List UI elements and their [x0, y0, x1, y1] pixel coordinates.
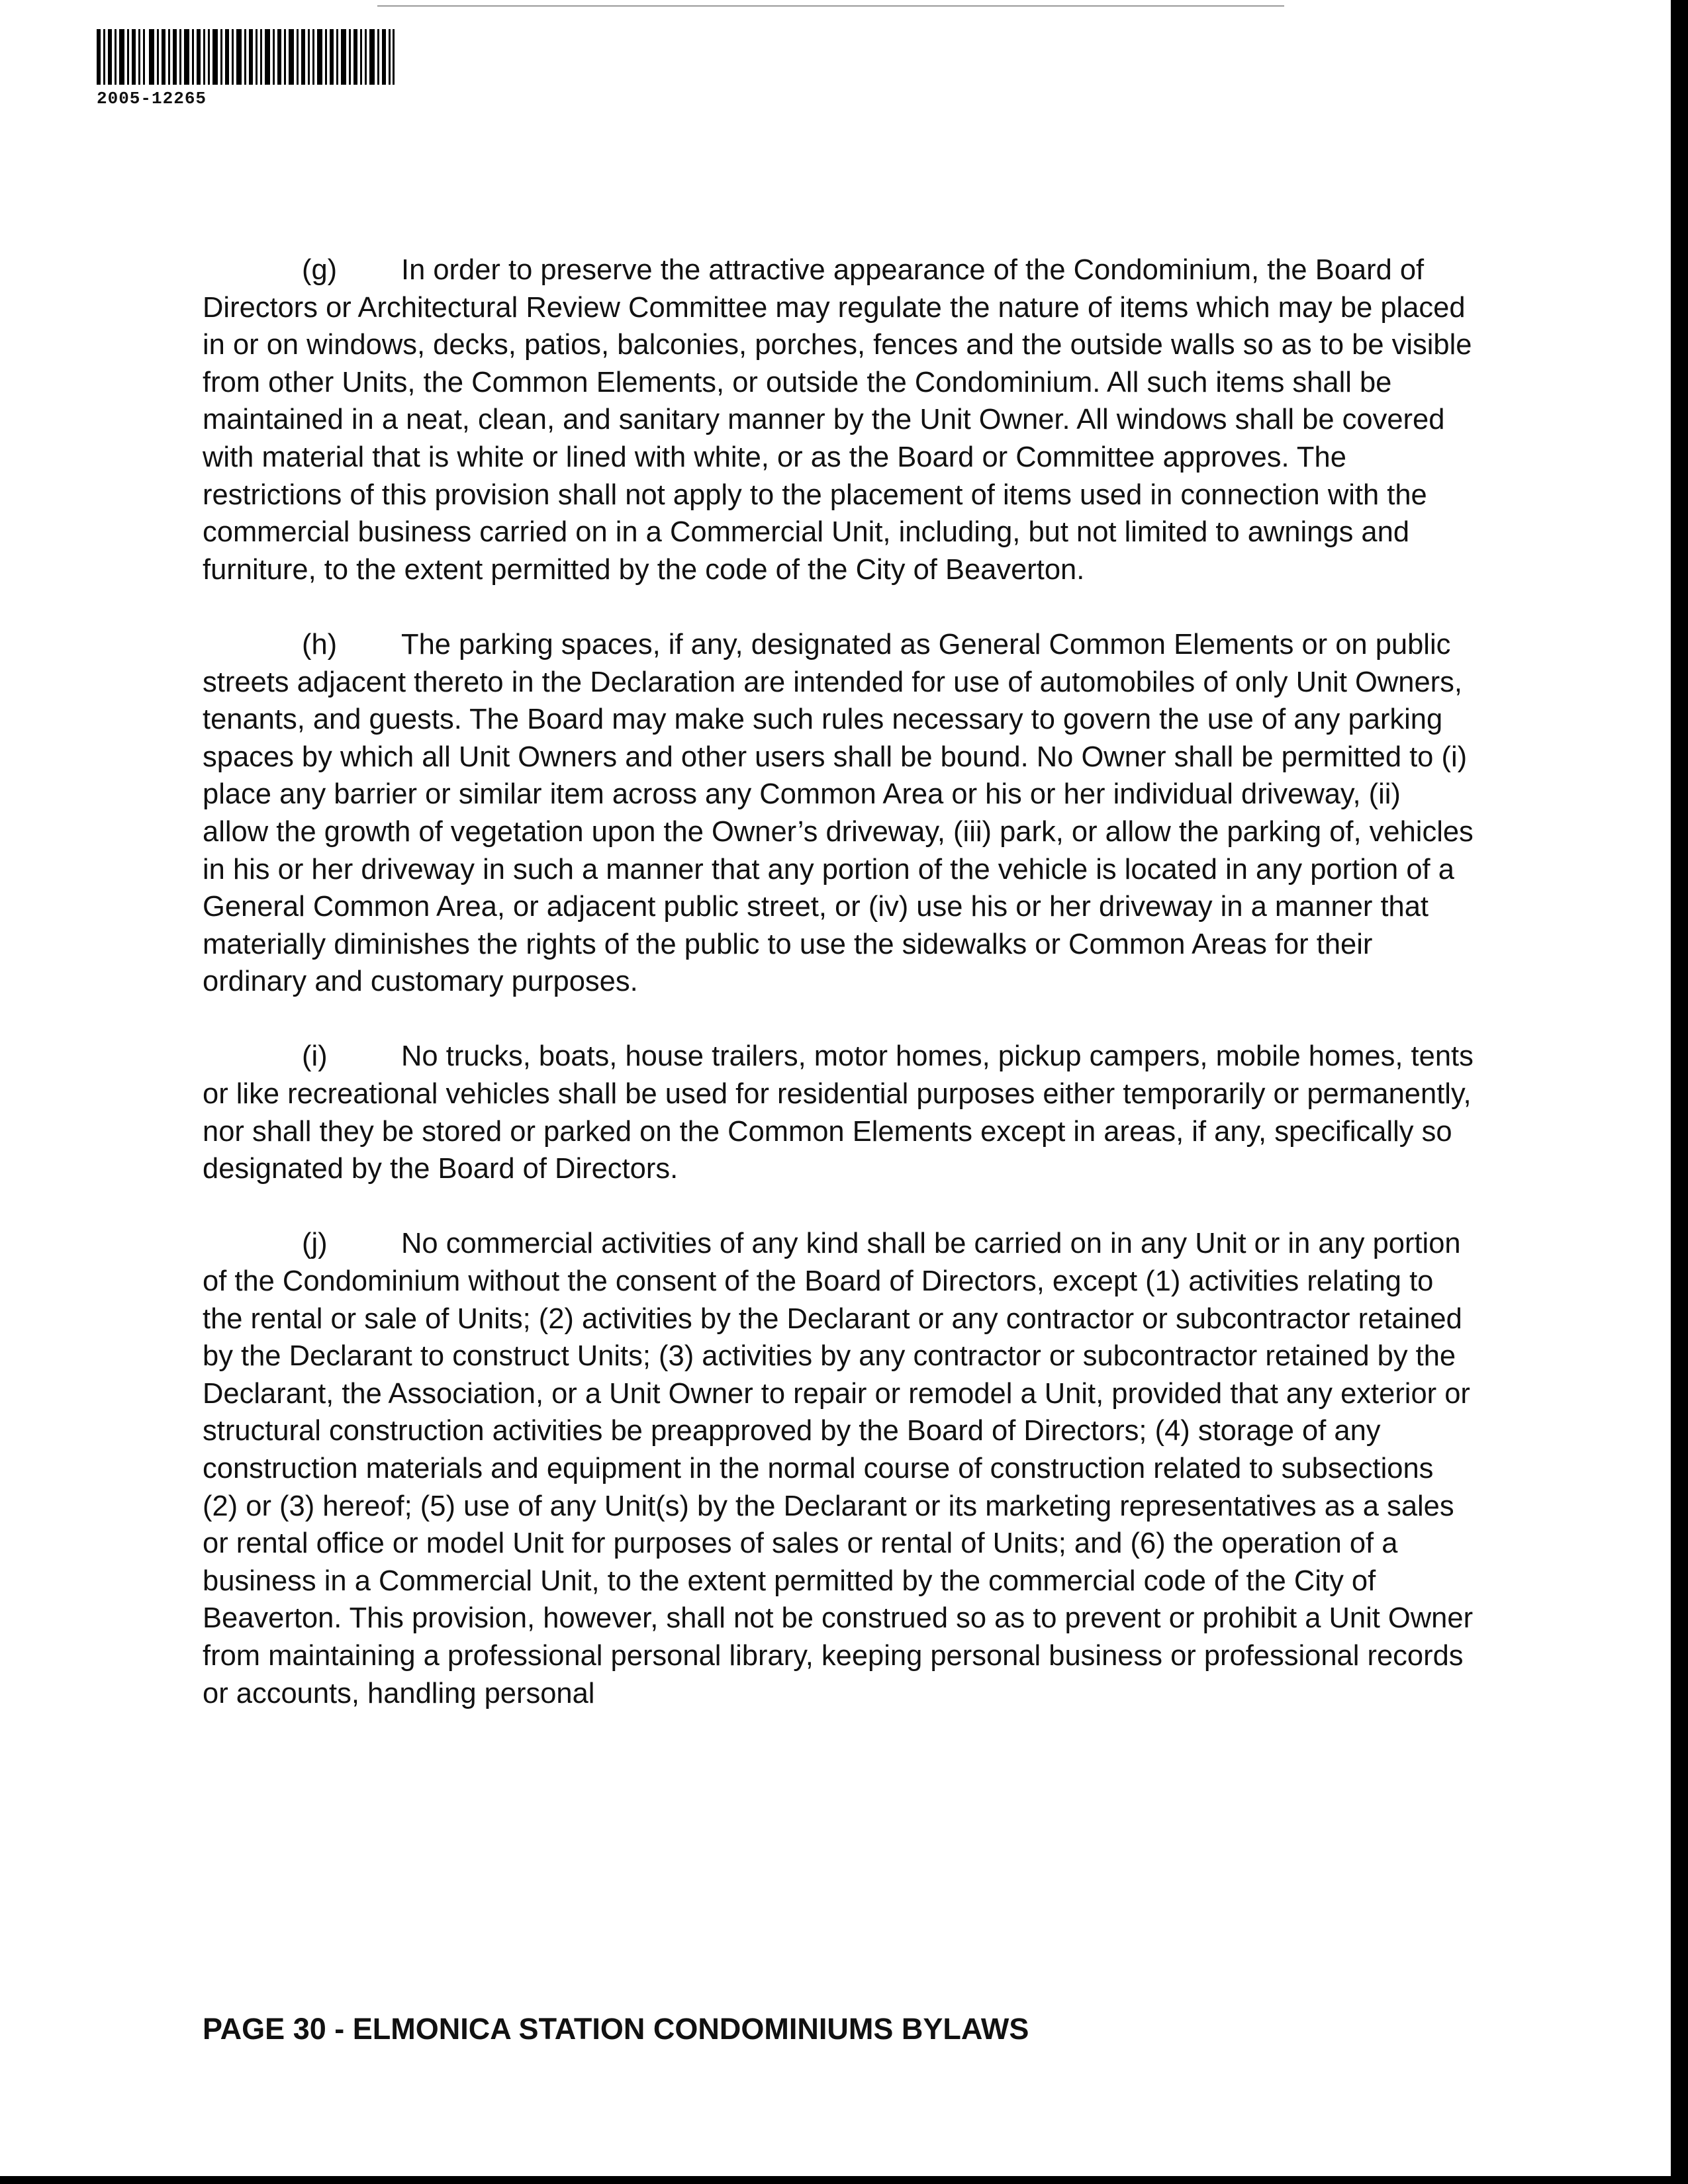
paragraph-text: No commercial activities of any kind shall be carried on in any Unit or in any portion of the Condominium without the consent of the Board of Directors, except (1) activities relating to the rental or sale of Units; (2) activities by the Declarant or any contractor or subcontractor retained by the Declarant to construct Units; (3) activities by any contractor or subcontractor retained by the Declarant, the Association, or a Unit Owner to repair or remodel a Unit, provided that any exterior or structural construction activities be preapproved by the Board of Directors; (4) storage of any construction materials and equipment in the normal course of construction related to subsections (2) or (3) hereof; (5) use of any Unit(s) by the Declarant or its marketing representatives as a sales or rental office or model Unit for purposes of sales or rental of Units; and (6) the operation of a business in a Commercial Unit, to the extent permitted by the commercial code of the City of Beaverton. This provision, however, shall not be construed so as to prevent or prohibit a Unit Owner from maintaining a professional personal library, keeping personal business or professional records or accounts, handling personal	[203, 1228, 1474, 1709]
scan-top-rule	[377, 5, 1284, 7]
document-body	[203, 251, 1474, 1750]
paragraph-j	[203, 1225, 1474, 1712]
paragraph-h	[203, 626, 1474, 1001]
paragraph-text: The parking spaces, if any, designated as General Common Elements or on public streets adjacent thereto in the Declaration are intended for use of automobiles of only Unit Owners, tenants, and guests. The Board may make such rules necessary to govern the use of any parking spaces by which all Unit Owners and other users shall be bound. No Owner shall be permitted to (i) place any barrier or similar item across any Common Area or his or her individual driveway, (ii) allow the growth of vegetation upon the Owner’s driveway, (iii) park, or allow the parking of, vehicles in his or her driveway in such a manner that any portion of the vehicle is located in any portion of a General Common Area, or adjacent public street, or (iv) use his or her driveway in a manner that materially diminishes the rights of the public to use the sidewalks or Common Areas for their ordinary and customary purposes.	[203, 628, 1474, 998]
paragraph-text: In order to preserve the attractive appearance of the Condominium, the Board of Directors or Architectural Review Committee may regulate the nature of items which may be placed in or on windows, decks, patios, balconies, porches, fences and the outside walls so as to be visible from other Units, the Common Elements, or outside the Condominium. All such items shall be maintained in a neat, clean, and sanitary manner by the Unit Owner. All windows shall be covered with material that is white or lined with white, or as the Board or Committee approves. The restrictions of this provision shall not apply to the placement of items used in connection with the commercial business carried on in a Commercial Unit, including, but not limited to awnings and furniture, to the extent permitted by the code of the City of Beaverton.	[203, 254, 1472, 586]
scan-right-edge	[1671, 0, 1688, 2184]
paragraph-marker: (j)	[302, 1228, 328, 1260]
paragraph-marker: (i)	[302, 1040, 328, 1073]
page-footer: PAGE 30 - ELMONICA STATION CONDOMINIUMS BYLAWS	[203, 2012, 1029, 2046]
paragraph-i	[203, 1038, 1474, 1187]
paragraph-text: No trucks, boats, house trailers, motor homes, pickup campers, mobile homes, tents or like recreational vehicles shall be used for residential purposes either temporarily or permanently, nor shall they be stored or parked on the Common Elements except in areas, if any, specifically so designated by the Board of Directors.	[203, 1040, 1474, 1185]
paragraph-marker: (g)	[302, 254, 338, 286]
scan-bottom-edge	[0, 2176, 1688, 2184]
paragraph-g	[203, 251, 1474, 588]
document-number: 2005-12265	[97, 89, 207, 109]
barcode-image	[97, 29, 395, 85]
paragraph-marker: (h)	[302, 628, 338, 660]
